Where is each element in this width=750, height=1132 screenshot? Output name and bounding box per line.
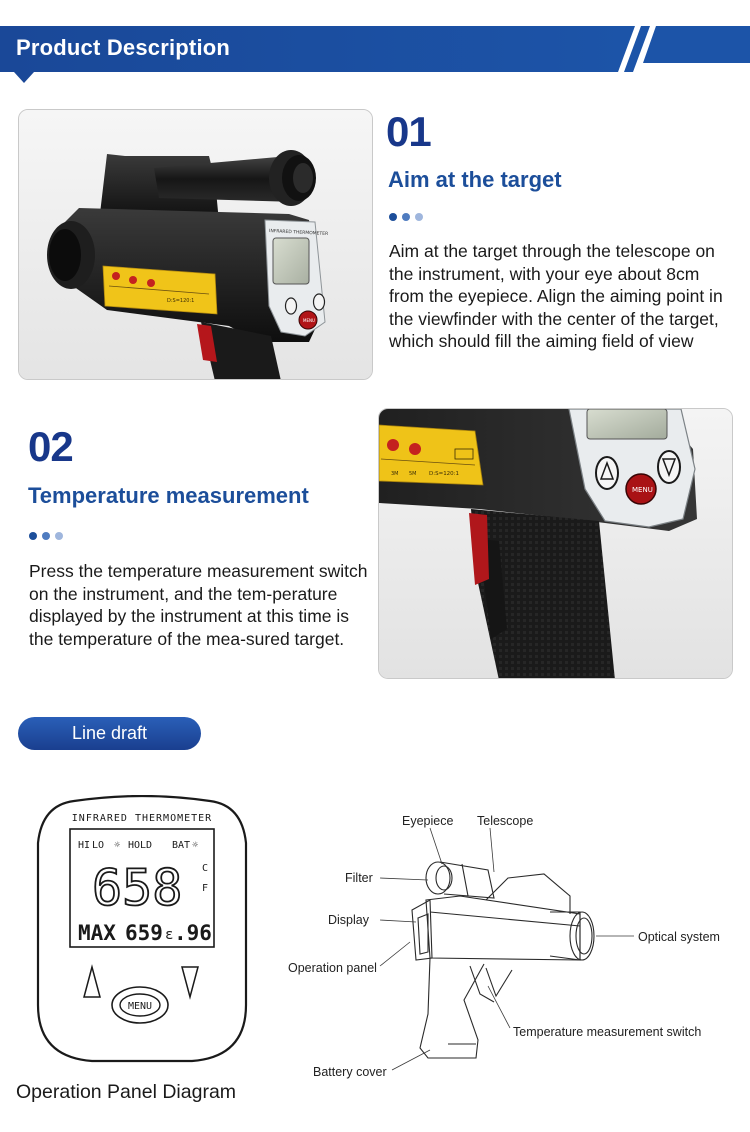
section-header [0,26,750,86]
dot [42,532,50,540]
unit-f: F [202,883,209,894]
feature-title: Aim at the target [388,167,562,192]
svg-text:3M: 3M [391,471,399,477]
callout-telescope: Telescope [477,814,534,828]
dot [389,213,397,221]
photo-measurement [378,408,733,679]
unit-c: C [202,863,209,874]
callout-battery-cover: Battery cover [313,1065,387,1079]
thermometer-photo-1 [19,110,373,380]
svg-text:5M: 5M [409,471,417,477]
menu-label: MENU [127,1001,153,1012]
page-title: Product Description [16,35,231,60]
callout-temperature-switch: Temperature measurement switch [513,1025,702,1039]
indicator-bat-icon: ☼ [192,840,199,851]
feature-number: 02 [28,423,73,470]
dot [29,532,37,540]
max-label: MAX [78,921,116,945]
indicator-lo: LO [92,840,105,851]
callout-optical-system: Optical system [638,930,720,944]
feature-number: 01 [386,108,431,155]
emissivity-value: .96 [174,921,212,945]
dot [402,213,410,221]
callout-display: Display [328,913,369,927]
callout-operation-panel: Operation panel [288,961,377,975]
indicator-hold: HOLD [128,840,153,851]
svg-text:D:S=120:1: D:S=120:1 [167,298,195,304]
line-draft-label: Line draft [18,717,201,750]
emissivity-icon: ε [165,927,174,943]
thermometer-photo-2 [379,409,733,679]
operation-panel-diagram [34,795,250,1065]
svg-text:MENU: MENU [303,318,315,323]
decorative-dots [29,531,69,541]
indicator-hi: HI [78,840,91,851]
callout-filter: Filter [345,871,373,885]
dot [415,213,423,221]
svg-text:D:S=120:1: D:S=120:1 [429,471,460,477]
dot [55,532,63,540]
svg-text:INFRARED THERMOMETER: INFRARED THERMOMETER [268,229,329,238]
main-reading: 658 [92,859,183,917]
panel-caption: Operation Panel Diagram [16,1081,237,1103]
feature-description: Press the temperature measurement switch on the instrument, and the tem-perature displayed by the instrument at this time is the temperature of the mea-sured target. [29,561,368,649]
panel-brand: INFRARED THERMOMETER [71,813,213,824]
svg-text:MENU: MENU [632,486,653,494]
feature-title: Temperature measurement [28,483,309,508]
indicator-bat: BAT [172,840,191,851]
thermometer-line-drawing [280,800,740,1090]
callout-eyepiece: Eyepiece [402,814,454,828]
photo-aiming [18,109,373,380]
decorative-dots [389,212,429,222]
indicator-sun-icon: ☼ [114,840,121,851]
max-value: 659 [125,921,163,945]
feature-description: Aim at the target through the telescope on the instrument, with your eye about 8cm from the eyepiece. Align the aiming point in the viewfinder with the center of the target, which should fill the aiming field of view [389,241,723,352]
